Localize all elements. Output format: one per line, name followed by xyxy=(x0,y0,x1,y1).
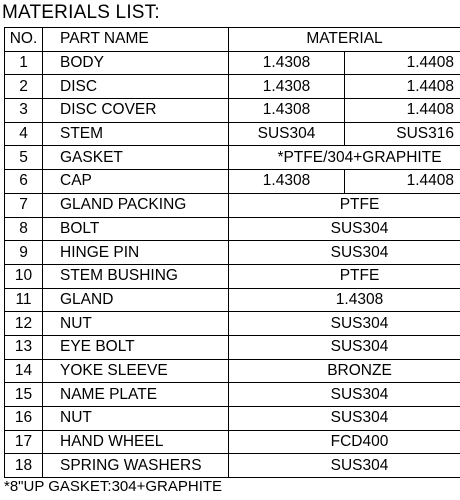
row-number: 15 xyxy=(5,383,43,407)
table-row xyxy=(5,75,460,99)
material-option-a: SUS304 xyxy=(229,122,345,146)
part-name: STEM xyxy=(43,122,229,146)
row-number: 12 xyxy=(5,312,43,336)
part-name: BOLT xyxy=(43,217,229,241)
table-row xyxy=(5,146,460,170)
table-row xyxy=(5,383,460,407)
material: SUS304 xyxy=(229,312,460,336)
part-name: DISC COVER xyxy=(43,99,229,123)
row-number: 11 xyxy=(5,288,43,312)
material-option-b: 1.4408 xyxy=(345,51,460,75)
material-option-a: 1.4308 xyxy=(229,51,345,75)
row-number: 10 xyxy=(5,264,43,288)
table-row xyxy=(5,454,460,478)
column-header-material: MATERIAL xyxy=(229,28,460,52)
material-option-b: 1.4408 xyxy=(345,170,460,194)
part-name: HAND WHEEL xyxy=(43,430,229,454)
table-row xyxy=(5,193,460,217)
row-number: 6 xyxy=(5,170,43,194)
table-row xyxy=(5,51,460,75)
column-header-no: NO. xyxy=(5,28,43,52)
table-row xyxy=(5,288,460,312)
table-row xyxy=(5,264,460,288)
material: SUS304 xyxy=(229,241,460,265)
material-option-b: 1.4408 xyxy=(345,99,460,123)
table-row xyxy=(5,170,460,194)
table-row xyxy=(5,122,460,146)
part-name: DISC xyxy=(43,75,229,99)
row-number: 8 xyxy=(5,217,43,241)
material: SUS304 xyxy=(229,454,460,478)
row-number: 14 xyxy=(5,359,43,383)
material-option-a: 1.4308 xyxy=(229,170,345,194)
part-name: NUT xyxy=(43,312,229,336)
material: BRONZE xyxy=(229,359,460,383)
row-number: 16 xyxy=(5,407,43,431)
row-number: 4 xyxy=(5,122,43,146)
material-option-a: 1.4308 xyxy=(229,99,345,123)
material: SUS304 xyxy=(229,335,460,359)
material: SUS304 xyxy=(229,217,460,241)
part-name: EYE BOLT xyxy=(43,335,229,359)
row-number: 2 xyxy=(5,75,43,99)
part-name: NAME PLATE xyxy=(43,383,229,407)
row-number: 13 xyxy=(5,335,43,359)
row-number: 7 xyxy=(5,193,43,217)
material: *PTFE/304+GRAPHITE xyxy=(229,146,460,170)
materials-table-body xyxy=(5,51,460,477)
footnote: *8"UP GASKET:304+GRAPHITE xyxy=(4,478,223,495)
table-row xyxy=(5,241,460,265)
material: PTFE xyxy=(229,264,460,288)
part-name: GLAND PACKING xyxy=(43,193,229,217)
material: SUS304 xyxy=(229,407,460,431)
row-number: 3 xyxy=(5,99,43,123)
material: FCD400 xyxy=(229,430,460,454)
part-name: GLAND xyxy=(43,288,229,312)
material: PTFE xyxy=(229,193,460,217)
part-name: STEM BUSHING xyxy=(43,264,229,288)
row-number: 1 xyxy=(5,51,43,75)
column-header-part-name: PART NAME xyxy=(43,28,229,52)
material: 1.4308 xyxy=(229,288,460,312)
material-option-a: 1.4308 xyxy=(229,75,345,99)
row-number: 18 xyxy=(5,454,43,478)
part-name: HINGE PIN xyxy=(43,241,229,265)
table-row xyxy=(5,359,460,383)
material-option-b: SUS316 xyxy=(345,122,460,146)
part-name: YOKE SLEEVE xyxy=(43,359,229,383)
page-title: MATERIALS LIST: xyxy=(2,2,160,23)
table-row xyxy=(5,407,460,431)
row-number: 17 xyxy=(5,430,43,454)
part-name: SPRING WASHERS xyxy=(43,454,229,478)
table-row xyxy=(5,99,460,123)
table-row xyxy=(5,430,460,454)
part-name: NUT xyxy=(43,407,229,431)
table-row xyxy=(5,335,460,359)
materials-table xyxy=(4,27,460,478)
row-number: 9 xyxy=(5,241,43,265)
table-row xyxy=(5,217,460,241)
part-name: GASKET xyxy=(43,146,229,170)
material-option-b: 1.4408 xyxy=(345,75,460,99)
part-name: CAP xyxy=(43,170,229,194)
table-header-row xyxy=(5,28,460,52)
row-number: 5 xyxy=(5,146,43,170)
part-name: BODY xyxy=(43,51,229,75)
material: SUS304 xyxy=(229,383,460,407)
table-row xyxy=(5,312,460,336)
